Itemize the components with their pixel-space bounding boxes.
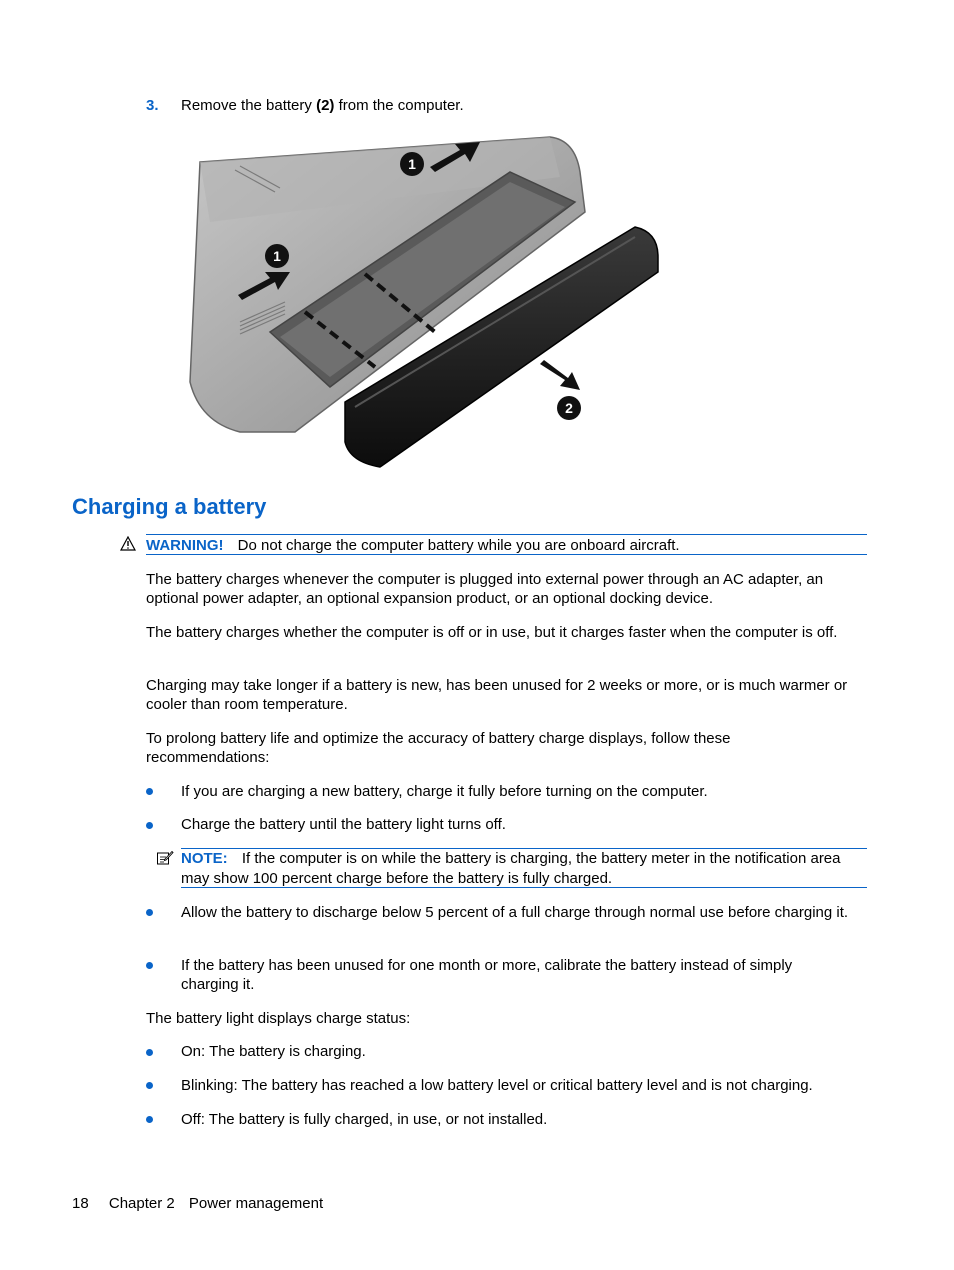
paragraph: Charging may take longer if a battery is new, has been unused for 2 weeks or more, or is much warmer or cooler than room temperature. (146, 677, 848, 713)
page-number: 18 (72, 1195, 89, 1212)
note-rule-bottom (181, 887, 867, 888)
list-item: If you are charging a new battery, charge it fully before turning on the computer. (181, 783, 708, 800)
paragraph: The battery charges whether the computer is off or in use, but it charges faster when the computer is off. (146, 624, 838, 641)
step-text: Remove the battery (2) from the computer. (181, 97, 464, 114)
list-item: If the battery has been unused for one month or more, calibrate the battery instead of simply charging it. (181, 957, 793, 993)
warning-box (146, 536, 867, 555)
bullet-marker (146, 1049, 153, 1056)
step-number: 3. (146, 97, 159, 114)
page-footer (72, 1194, 323, 1213)
note-icon (156, 850, 174, 866)
note-box (181, 849, 871, 889)
list-item: Allow the battery to discharge below 5 percent of a full charge through normal use before charging it. (181, 904, 849, 921)
section-heading: Charging a battery (72, 494, 267, 519)
bullet-marker (146, 962, 153, 969)
list-item: Blinking: The battery has reached a low battery level or critical battery level and is not charging. (181, 1077, 813, 1094)
list-item: Charge the battery until the battery light turns off. (181, 816, 506, 833)
bullet-marker (146, 1116, 153, 1123)
step-3 (146, 96, 866, 115)
bullet-marker (146, 822, 153, 829)
svg-text:1: 1 (273, 248, 281, 264)
callout-1-top (400, 152, 424, 176)
callout-2 (557, 396, 581, 420)
paragraph: To prolong battery life and optimize the accuracy of battery charge displays, follow these recommendations: (146, 730, 731, 766)
arrow-2 (540, 360, 580, 390)
warning-rule-bottom (146, 554, 867, 555)
list-item: Off: The battery is fully charged, in use, or not installed. (181, 1111, 548, 1128)
bullet-marker (146, 788, 153, 795)
warning-icon (120, 536, 136, 551)
warning-label: WARNING! (146, 537, 224, 554)
paragraph: The battery light displays charge status: (146, 1010, 411, 1027)
note-label: NOTE: (181, 850, 228, 867)
svg-text:2: 2 (565, 400, 573, 416)
bullet-marker (146, 909, 153, 916)
note-text: If the computer is on while the battery is charging, the battery meter in the notification area may show 100 percent charge before the battery is fully charged. (181, 850, 841, 887)
paragraph: The battery charges whenever the computer is plugged into external power through an AC adapter, an optional power adapter, an optional expansion product, or an optional docking device. (146, 571, 824, 607)
footer-title: Power management (188, 1195, 324, 1212)
footer-chapter: Chapter 2 (108, 1195, 175, 1212)
svg-text:1: 1 (408, 156, 416, 172)
callout-1-left (265, 244, 289, 268)
bullet-marker (146, 1082, 153, 1089)
list-item: On: The battery is charging. (181, 1043, 366, 1060)
warning-rule-top (146, 534, 867, 535)
warning-text: Do not charge the computer battery while you are onboard aircraft. (237, 537, 680, 554)
battery-removal-figure (180, 132, 670, 474)
